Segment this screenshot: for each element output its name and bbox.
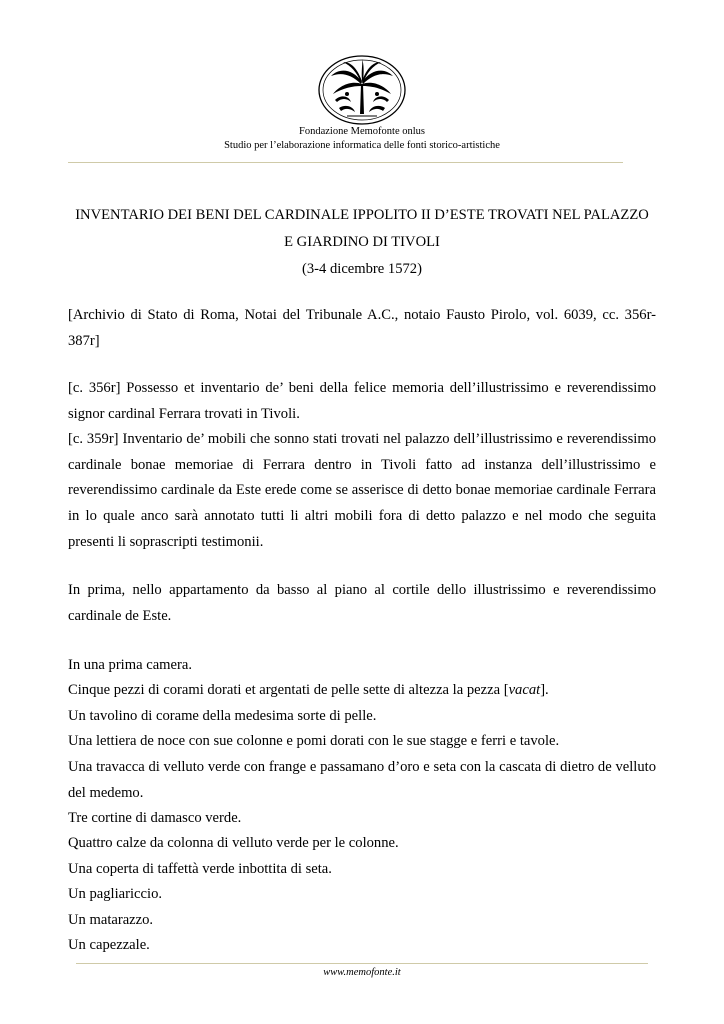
list-item: Una coperta di taffettà verde inbottita di seta.: [68, 861, 332, 877]
organization-subtitle: Studio per l’elaborazione informatica delle fonti storico-artistiche: [224, 140, 500, 151]
list-item: Un pagliariccio.: [68, 886, 163, 902]
document-date: (3-4 dicembre 1572): [302, 261, 422, 277]
list-item: Una travacca di velluto verde con frange e passamano d’oro e seta con la cascata di dietro de velluto del medemo.: [68, 759, 656, 801]
header-divider: [68, 162, 623, 163]
list-item: Una lettiera de noce con sue colonne e pomi dorati con le sue stagge e ferri e tavole.: [68, 733, 560, 749]
vacat-italic: vacat: [508, 682, 541, 698]
footer-url[interactable]: www.memofonte.it: [323, 967, 401, 978]
document-title-line2: E GIARDINO DI TIVOLI: [284, 234, 440, 250]
list-item-text-end: ].: [540, 682, 549, 698]
list-item: [68, 678, 656, 704]
organization-name: Fondazione Memofonte onlus: [299, 126, 425, 137]
list-item: Un matarazzo.: [68, 912, 154, 928]
list-item: Tre cortine di damasco verde.: [68, 810, 242, 826]
paragraph-c356r: [c. 356r] Possesso et inventario de’ beni della felice memoria dell’illustrissimo e reverendissimo signor cardinal Ferrara trovati in Tivoli.: [68, 380, 656, 422]
footer-divider: [76, 963, 648, 964]
archive-reference: [Archivio di Stato di Roma, Notai del Tribunale A.C., notaio Fausto Pirolo, vol. 6039, cc. 356r-387r]: [68, 307, 656, 349]
list-item: In una prima camera.: [68, 657, 192, 673]
palm-tree-seal-icon: [317, 54, 407, 126]
list-item: Un capezzale.: [68, 937, 150, 953]
paragraph-c359r: [c. 359r] Inventario de’ mobili che sonno stati trovati nel palazzo dell’illustrissimo e reverendissimo cardinale bonae memoriae di Ferrara dentro in Tivoli fatto ad instanza dell’illustrissimo e reverendissimo cardinale da Este erede come se asserisce di detto bonae memoriae cardinale Ferrara in lo quale anco sarà annotato tutti li altri mobili fora di detto palazzo e nel modo che seguita presenti li soprascripti testimonii.: [68, 431, 656, 550]
document-title-line1: INVENTARIO DEI BENI DEL CARDINALE IPPOLITO II D’ESTE TROVATI NEL PALAZZO: [75, 207, 649, 223]
list-item-text: Cinque pezzi di corami dorati et argentati de pelle sette di altezza la pezza [: [68, 682, 509, 698]
list-item: Quattro calze da colonna di velluto verde per le colonne.: [68, 835, 399, 851]
list-item: Un tavolino di corame della medesima sorte di pelle.: [68, 708, 377, 724]
paragraph-in-prima: In prima, nello appartamento da basso al piano al cortile dello illustrissimo e reverendissimo cardinale de Este.: [68, 582, 656, 624]
